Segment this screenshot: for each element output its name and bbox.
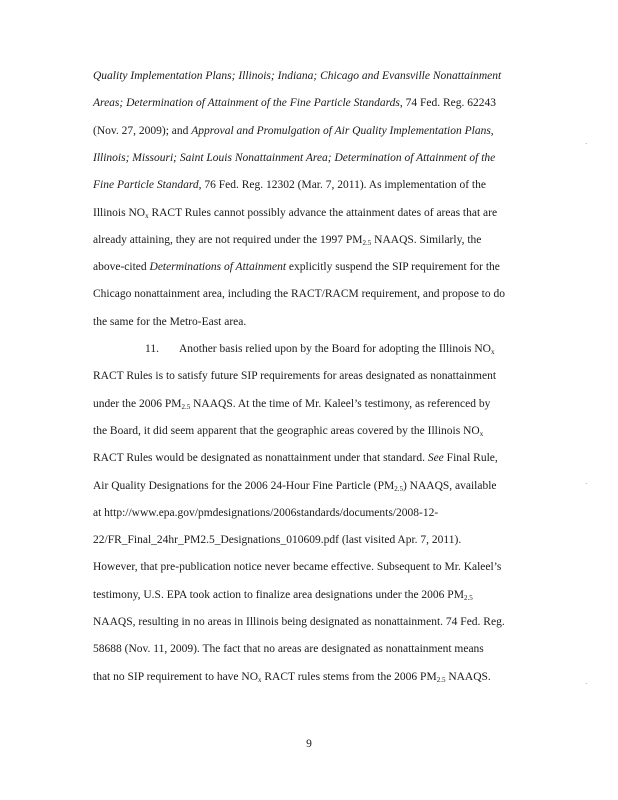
italic-citation: Areas; Determination of Attainment of the Fine Particle Standards xyxy=(93,97,400,110)
italic-citation: See xyxy=(427,452,444,465)
text-line xyxy=(93,68,558,84)
text-line xyxy=(145,341,558,357)
subscript: 2.5 xyxy=(436,675,446,684)
text-run: (Nov. 27, 2009); and xyxy=(93,124,192,137)
text-run: Illinois NO xyxy=(93,206,146,219)
text-line xyxy=(93,396,558,412)
page-number: 9 xyxy=(306,738,312,750)
text-run: , 76 Fed. Reg. 12302 (Mar. 7, 2011). As implementation of the xyxy=(198,179,486,192)
subscript: 2.5 xyxy=(394,484,403,493)
text-line xyxy=(93,478,558,494)
text-run: RACT rules stems from the 2006 PM xyxy=(261,670,437,683)
text-run: under the 2006 PM xyxy=(93,397,182,410)
subscript: 2.5 xyxy=(463,593,473,602)
scan-speck: · xyxy=(585,480,588,488)
scan-speck: · xyxy=(585,680,588,688)
text-run: , 74 Fed. Reg. 62243 xyxy=(399,97,496,110)
text-line xyxy=(93,587,558,603)
subscript: x xyxy=(258,675,262,684)
text-run: testimony, U.S. EPA took action to finalize area designations under the 2006 PM xyxy=(93,588,464,601)
text-line xyxy=(93,123,558,139)
text-line xyxy=(93,641,558,657)
text-run: RACT Rules is to satisfy future SIP requirements for areas designated as nonattainment xyxy=(93,370,497,383)
text-run: Chicago nonattainment area, including the RACT/RACM requirement, and propose to do xyxy=(93,288,505,301)
text-run: above-cited xyxy=(93,261,150,274)
text-run: 22/FR_Final_24hr_PM2.5_Designations_010609.pdf (last visited Apr. 7, 2011). xyxy=(93,534,462,547)
italic-citation: Determinations of Attainment xyxy=(149,261,287,274)
text-line xyxy=(93,286,558,302)
text-run: NAAQS, resulting in no areas in Illinois being designated as nonattainment. 74 Fed. Reg. xyxy=(93,616,505,628)
text-line xyxy=(93,532,558,548)
text-run: NAAQS. At the time of Mr. Kaleel’s testimony, as referenced by xyxy=(190,397,491,410)
subscript: x xyxy=(145,211,149,220)
text-line xyxy=(93,314,558,330)
text-line xyxy=(93,368,558,384)
text-run: NAAQS. xyxy=(445,670,491,683)
text-run: that no SIP requirement to have NO xyxy=(93,670,259,683)
text-run: However, that pre-publication notice never became effective. Subsequent to Mr. Kaleel’s xyxy=(93,561,502,574)
text-run: RACT Rules would be designated as nonattainment under that standard. xyxy=(93,452,428,465)
subscript: x xyxy=(491,348,495,356)
text-run: Air Quality Designations for the 2006 24-Hour Fine Particle (PM xyxy=(93,479,395,492)
text-run: the Board, it did seem apparent that the geographic areas covered by the Illinois NO xyxy=(93,424,480,437)
subscript: x xyxy=(479,429,484,438)
subscript: 2.5 xyxy=(362,238,372,247)
text-run: at http://www.epa.gov/pmdesignations/2006standards/documents/2008-12- xyxy=(93,506,439,519)
italic-citation: Illinois; Missouri; Saint Louis Nonattainment Area; Determination of Attainment of the xyxy=(93,151,496,164)
text-run: explicitly suspend the SIP requirement for the xyxy=(286,261,500,274)
text-run: the same for the Metro-East area. xyxy=(93,315,247,328)
text-run: 58688 (Nov. 11, 2009). The fact that no areas are designated as nonattainment means xyxy=(93,643,484,656)
text-run: RACT Rules cannot possibly advance the attainment dates of areas that are xyxy=(148,206,498,219)
text-line xyxy=(93,505,558,521)
text-run: NAAQS. Similarly, the xyxy=(371,233,482,246)
text-run: Another basis relied upon by the Board for adopting the Illinois NO xyxy=(178,343,491,355)
text-line xyxy=(93,205,558,221)
italic-citation: Approval and Promulgation of Air Quality Implementation Plans, xyxy=(191,124,494,137)
paragraph-number: 11. xyxy=(145,343,159,355)
text-line xyxy=(93,232,558,248)
subscript: 2.5 xyxy=(181,402,191,411)
italic-citation: Fine Particle Standard xyxy=(93,179,199,192)
text-run: ) NAAQS, available xyxy=(402,479,497,492)
italic-citation: Quality Implementation Plans; Illinois; Indiana; Chicago and Evansville Nonattainment xyxy=(93,70,502,82)
text-run: Final Rule, xyxy=(443,452,498,465)
text-line xyxy=(93,559,558,575)
text-line xyxy=(93,150,558,166)
text-line xyxy=(93,614,558,630)
scan-speck: · xyxy=(585,140,588,148)
text-line xyxy=(93,423,558,439)
text-run: already attaining, they are not required under the 1997 PM xyxy=(93,233,363,246)
text-line xyxy=(93,177,558,193)
text-line xyxy=(93,450,558,466)
text-line xyxy=(93,259,558,275)
text-line xyxy=(93,669,558,685)
text-line xyxy=(93,95,558,111)
